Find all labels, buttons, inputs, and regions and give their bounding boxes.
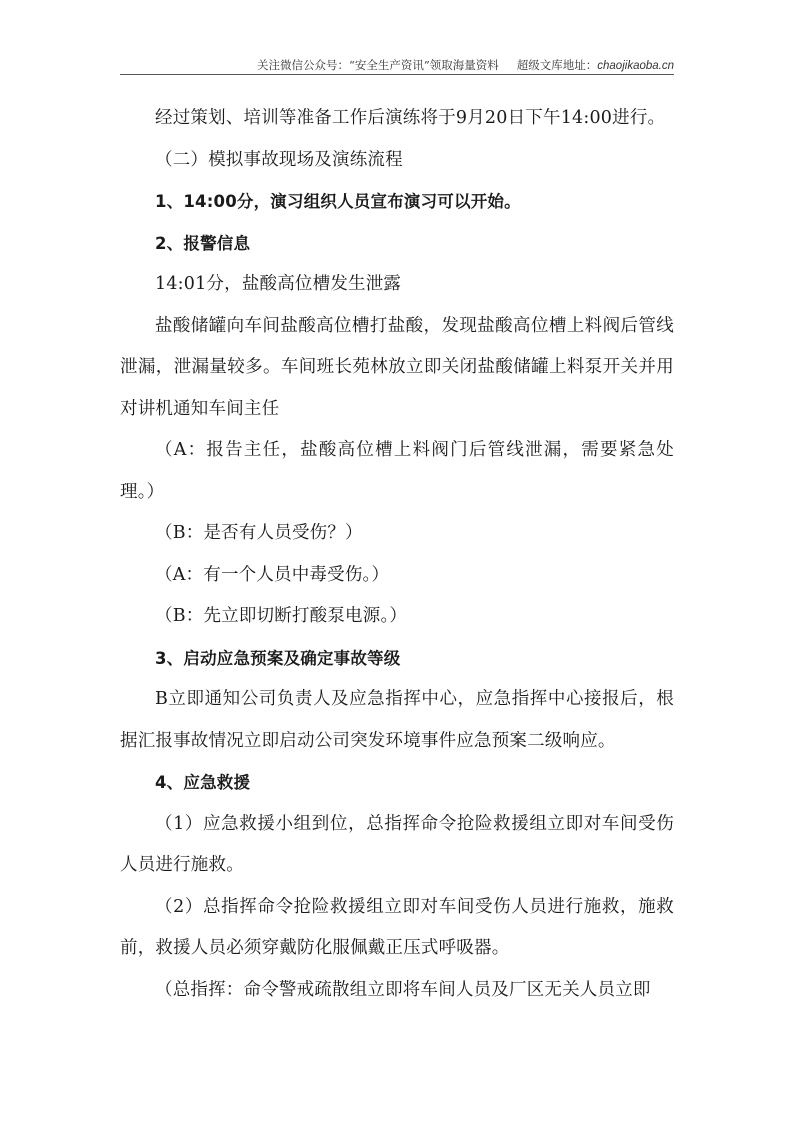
paragraph-emergency-response: B立即通知公司负责人及应急指挥中心，应急指挥中心接报后，根据汇报事故情况立即启动公司突发环境事件应急预案二级响应。 — [120, 689, 674, 751]
step-3-heading: 3、启动应急预案及确定事故等级 — [155, 648, 401, 668]
dialogue-b-instruction: （B：先立即切断打酸泵电源。） — [155, 606, 408, 626]
section-heading-simulated-scene: （二）模拟事故现场及演练流程 — [155, 149, 403, 170]
dialogue-a-injury: （A：有一个人员中毒受伤。） — [155, 564, 390, 585]
paragraph-drill-schedule: 经过策划、培训等准备工作后演练将于9月20日下午14:00进行。 — [155, 108, 666, 128]
header-site-url[interactable]: chaojikaoba.cn — [597, 60, 674, 72]
header-divider — [120, 74, 674, 75]
dialogue-a-report: （A：报告主任，盐酸高位槽上料阀门后管线泄漏，需要紧急处理。） — [120, 440, 674, 502]
paragraph-rescue-2: （2）总指挥命令抢险救援组立即对车间受伤人员进行施救，施救前，救援人员必须穿戴防化服佩戴正压式呼吸器。 — [120, 896, 674, 958]
dialogue-b-question: （B：是否有人员受伤？） — [155, 523, 363, 543]
paragraph-rescue-1: （1）应急救援小组到位，总指挥命令抢险救援组立即对车间受伤人员进行施救。 — [120, 813, 674, 875]
header-site-label: 超级文库地址： — [516, 58, 598, 72]
header-promo-text: 关注微信公众号：“安全生产资讯”领取海量资料 — [257, 58, 499, 72]
page-header — [120, 56, 674, 74]
step-2-heading: 2、报警信息 — [155, 233, 251, 253]
paragraph-leak-time: 14:01分，盐酸高位槽发生泄露 — [155, 274, 402, 294]
paragraph-commander-order: （总指挥：命令警戒疏散组立即将车间人员及厂区无关人员立即 — [155, 979, 651, 1000]
document-body — [120, 98, 674, 1011]
step-4-heading: 4、应急救援 — [155, 773, 251, 792]
step-1-heading: 1、14:00分，演习组织人员宣布演习可以开始。 — [155, 192, 521, 211]
paragraph-leak-description: 盐酸储罐向车间盐酸高位槽打盐酸，发现盐酸高位槽上料阀后管线泄漏，泄漏量较多。车间班长苑林放立即关闭盐酸储罐上料泵开关并用对讲机通知车间主任 — [120, 315, 674, 419]
